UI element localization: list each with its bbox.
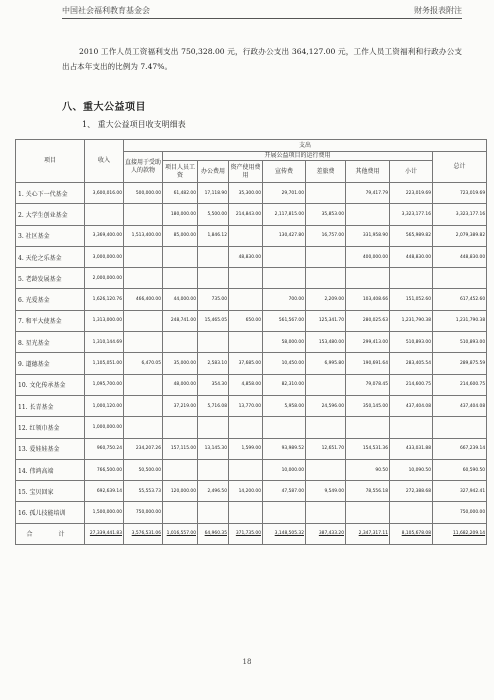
table-cell: 400,000.00 bbox=[346, 246, 390, 267]
page-number: 18 bbox=[242, 658, 252, 666]
col-total-header: 总计 bbox=[433, 152, 487, 183]
table-cell: 13,145.30 bbox=[198, 438, 229, 459]
col-item-header: 项目 bbox=[16, 140, 85, 183]
row-label: 11. 长青基金 bbox=[16, 395, 85, 416]
table-cell: 448,830.00 bbox=[390, 246, 433, 267]
table-cell: 5,500.00 bbox=[198, 204, 229, 225]
table-cell: 125,341.70 bbox=[306, 310, 346, 331]
table-cell: 214,600.75 bbox=[390, 374, 433, 395]
total-row bbox=[16, 523, 487, 544]
row-label: 15. 宝贝回家 bbox=[16, 481, 85, 502]
table-cell: 214,600.75 bbox=[433, 374, 487, 395]
table-cell: 617,452.60 bbox=[433, 289, 487, 310]
table-cell: 55,553.73 bbox=[124, 481, 163, 502]
table-cell bbox=[263, 246, 306, 267]
table-cell: 50,500.00 bbox=[124, 459, 163, 480]
table-cell bbox=[306, 459, 346, 480]
table-cell bbox=[163, 246, 198, 267]
table-row bbox=[16, 332, 487, 353]
header-rule bbox=[62, 18, 462, 19]
table-cell: 2,000,000.00 bbox=[85, 268, 124, 289]
table-cell: 10,000.00 bbox=[263, 459, 306, 480]
table-cell: 1,626,120.76 bbox=[85, 289, 124, 310]
table-cell bbox=[124, 332, 163, 353]
table-cell: 151,052.60 bbox=[390, 289, 433, 310]
table-cell bbox=[306, 374, 346, 395]
table-cell: 350,145.00 bbox=[346, 395, 390, 416]
subsection-title: 1、 重大公益项目收支明细表 bbox=[82, 120, 186, 129]
table-cell: 24,596.00 bbox=[306, 395, 346, 416]
table-cell bbox=[198, 332, 229, 353]
table-cell: 1,000,000.00 bbox=[85, 417, 124, 438]
table-cell: 448,830.00 bbox=[433, 246, 487, 267]
table-cell bbox=[163, 268, 198, 289]
col-expense-header: 支出 bbox=[124, 140, 487, 152]
table-row bbox=[16, 459, 487, 480]
table-cell: 561,567.00 bbox=[263, 310, 306, 331]
table-cell bbox=[433, 268, 487, 289]
table-cell bbox=[229, 332, 263, 353]
table-cell: 214,843.00 bbox=[229, 204, 263, 225]
total-label: 合 计 bbox=[16, 523, 85, 544]
table-cell: 283,405.54 bbox=[390, 353, 433, 374]
row-label: 12. 红领巾基金 bbox=[16, 417, 85, 438]
table-cell: 692,639.14 bbox=[85, 481, 124, 502]
col-staff-header: 项目人员工资 bbox=[163, 161, 198, 183]
table-cell bbox=[346, 502, 390, 523]
table-cell: 2,117,815.00 bbox=[263, 204, 306, 225]
table-cell: 6,470.05 bbox=[124, 353, 163, 374]
table-cell: 130,427.80 bbox=[263, 225, 306, 246]
col-asset-header: 资产使用费用 bbox=[229, 161, 263, 183]
table-cell bbox=[306, 183, 346, 204]
table-cell: 248,741.00 bbox=[163, 310, 198, 331]
row-label: 1. 关心下一代基金 bbox=[16, 183, 85, 204]
table-cell bbox=[229, 502, 263, 523]
table-cell: 3,323,177.16 bbox=[390, 204, 433, 225]
table-cell: 2,079,389.82 bbox=[433, 225, 487, 246]
table-cell bbox=[163, 502, 198, 523]
page-header bbox=[62, 0, 462, 20]
total-cell: 3,148,505.32 bbox=[263, 523, 306, 544]
table-cell bbox=[229, 268, 263, 289]
table-cell: 78,556.18 bbox=[346, 481, 390, 502]
table-cell bbox=[229, 459, 263, 480]
table-cell: 2,583.10 bbox=[198, 353, 229, 374]
table-cell: 29,701.00 bbox=[263, 183, 306, 204]
table-cell: 667,239.14 bbox=[433, 438, 487, 459]
table-cell: 433,031.88 bbox=[390, 438, 433, 459]
row-label: 2. 大学生创业基金 bbox=[16, 204, 85, 225]
table-cell: 120,000.00 bbox=[163, 481, 198, 502]
row-label: 4. 天伦之乐基金 bbox=[16, 246, 85, 267]
table-row bbox=[16, 225, 487, 246]
table-cell: 44,000.00 bbox=[163, 289, 198, 310]
table-row bbox=[16, 183, 487, 204]
table-cell: 289,875.59 bbox=[433, 353, 487, 374]
col-other-header: 其他费用 bbox=[346, 161, 390, 183]
table-cell bbox=[229, 225, 263, 246]
table-cell: 157,115.00 bbox=[163, 438, 198, 459]
table-cell: 5,716.08 bbox=[198, 395, 229, 416]
table-cell: 1,500,000.00 bbox=[85, 502, 124, 523]
table-cell: 1,846.12 bbox=[198, 225, 229, 246]
table-cell: 437,404.08 bbox=[433, 395, 487, 416]
total-cell: 2,347,317.11 bbox=[346, 523, 390, 544]
table-cell: 154,531.36 bbox=[346, 438, 390, 459]
table-cell: 153,480.00 bbox=[306, 332, 346, 353]
table-row bbox=[16, 481, 487, 502]
table-row bbox=[16, 246, 487, 267]
table-cell: 331,958.90 bbox=[346, 225, 390, 246]
table-cell: 180,000.00 bbox=[163, 204, 198, 225]
table-cell: 10,090.50 bbox=[390, 459, 433, 480]
table-cell: 3,369,400.00 bbox=[85, 225, 124, 246]
table-cell: 354.30 bbox=[198, 374, 229, 395]
table-cell: 299,413.00 bbox=[346, 332, 390, 353]
table-cell: 565,989.82 bbox=[390, 225, 433, 246]
table-cell bbox=[263, 417, 306, 438]
table-cell bbox=[198, 502, 229, 523]
col-subtotal-header: 小计 bbox=[390, 161, 433, 183]
table-cell: 61,482.00 bbox=[163, 183, 198, 204]
table-cell: 79,078.45 bbox=[346, 374, 390, 395]
header-report-name: 财务报表附注 bbox=[414, 6, 462, 15]
table-cell bbox=[85, 204, 124, 225]
total-cell: 11,682,209.14 bbox=[433, 523, 487, 544]
col-direct-header: 直接用于受助人的款物 bbox=[124, 152, 163, 183]
table-cell: 37,219.00 bbox=[163, 395, 198, 416]
table-cell: 723,019.69 bbox=[433, 183, 487, 204]
table-cell: 3,323,177.16 bbox=[433, 204, 487, 225]
col-office-header: 办公费用 bbox=[198, 161, 229, 183]
table-cell: 750,000.00 bbox=[433, 502, 487, 523]
table-row bbox=[16, 395, 487, 416]
table-cell bbox=[390, 502, 433, 523]
table-row bbox=[16, 204, 487, 225]
table-cell bbox=[124, 374, 163, 395]
table-cell: 1,513,400.00 bbox=[124, 225, 163, 246]
table-cell: 700.00 bbox=[263, 289, 306, 310]
project-table bbox=[15, 139, 487, 545]
table-cell: 90.50 bbox=[346, 459, 390, 480]
table-cell bbox=[263, 502, 306, 523]
row-label: 16. 孤儿技能培训 bbox=[16, 502, 85, 523]
table-cell bbox=[163, 459, 198, 480]
table-cell: 35,853.00 bbox=[306, 204, 346, 225]
table-cell: 48,830.00 bbox=[229, 246, 263, 267]
table-cell: 735.00 bbox=[198, 289, 229, 310]
table-cell: 79,417.79 bbox=[346, 183, 390, 204]
table-cell bbox=[124, 268, 163, 289]
table-cell: 5,958.00 bbox=[263, 395, 306, 416]
row-label: 9. 道德基金 bbox=[16, 353, 85, 374]
table-row bbox=[16, 289, 487, 310]
header-org-name: 中国社会福利教育基金会 bbox=[62, 6, 150, 15]
table-cell: 234,207.26 bbox=[124, 438, 163, 459]
col-travel-header: 差旅费 bbox=[306, 161, 346, 183]
table-cell: 60,590.50 bbox=[433, 459, 487, 480]
table-cell: 1,105,051.00 bbox=[85, 353, 124, 374]
total-cell: 27,339,441.83 bbox=[85, 523, 124, 544]
table-cell: 1,000,120.00 bbox=[85, 395, 124, 416]
table-cell: 37,685.00 bbox=[229, 353, 263, 374]
table-row bbox=[16, 438, 487, 459]
table-cell: 2,496.50 bbox=[198, 481, 229, 502]
table-cell: 272,388.68 bbox=[390, 481, 433, 502]
table-row bbox=[16, 374, 487, 395]
row-label: 3. 社区基金 bbox=[16, 225, 85, 246]
table-cell: 750,000.00 bbox=[124, 502, 163, 523]
table-cell bbox=[229, 417, 263, 438]
table-cell: 223,019.69 bbox=[390, 183, 433, 204]
table-cell bbox=[433, 417, 487, 438]
table-cell: 6,995.80 bbox=[306, 353, 346, 374]
table-cell: 13,770.00 bbox=[229, 395, 263, 416]
table-cell: 190,691.64 bbox=[346, 353, 390, 374]
table-cell bbox=[124, 417, 163, 438]
table-cell: 1,599.00 bbox=[229, 438, 263, 459]
total-cell: 1,016,557.00 bbox=[163, 523, 198, 544]
table-cell: 15,465.05 bbox=[198, 310, 229, 331]
table-cell bbox=[346, 268, 390, 289]
table-cell bbox=[124, 204, 163, 225]
table-cell bbox=[163, 332, 198, 353]
table-cell: 960,750.24 bbox=[85, 438, 124, 459]
table-cell: 35,000.00 bbox=[163, 353, 198, 374]
col-running-header: 开展公益项目的运行费用 bbox=[163, 152, 433, 161]
total-cell: 371,735.00 bbox=[229, 523, 263, 544]
table-cell: 14,200.00 bbox=[229, 481, 263, 502]
table-cell: 103,408.66 bbox=[346, 289, 390, 310]
total-cell: 8,105,678.08 bbox=[390, 523, 433, 544]
table-cell: 510,893.00 bbox=[390, 332, 433, 353]
row-label: 10. 文化传承基金 bbox=[16, 374, 85, 395]
table-cell bbox=[346, 204, 390, 225]
table-cell: 2,209.00 bbox=[306, 289, 346, 310]
table-cell: 1,313,000.00 bbox=[85, 310, 124, 331]
table-cell bbox=[124, 310, 163, 331]
table-cell bbox=[198, 459, 229, 480]
table-cell: 1,310,144.69 bbox=[85, 332, 124, 353]
row-label: 7. 和平大使基金 bbox=[16, 310, 85, 331]
table-cell: 10,450.00 bbox=[263, 353, 306, 374]
table-cell bbox=[306, 502, 346, 523]
table-cell bbox=[124, 395, 163, 416]
table-row bbox=[16, 353, 487, 374]
table-cell: 48,000.00 bbox=[163, 374, 198, 395]
table-cell bbox=[198, 268, 229, 289]
col-income-header: 收入 bbox=[85, 140, 124, 183]
table-cell: 510,893.00 bbox=[433, 332, 487, 353]
section-title: 八、重大公益项目 bbox=[62, 102, 146, 113]
table-cell: 500,000.00 bbox=[124, 183, 163, 204]
table-cell: 35,300.00 bbox=[229, 183, 263, 204]
total-cell: 387,433.20 bbox=[306, 523, 346, 544]
table-cell bbox=[390, 268, 433, 289]
body-paragraph: 2010 工作人员工资福利支出 750,328.00 元，行政办公支出 364,127.00 元，工作人员工资福利和行政办公支出占本年支出的比例为 7.47%。 bbox=[62, 47, 462, 71]
table-cell bbox=[263, 268, 306, 289]
table-cell: 327,942.41 bbox=[433, 481, 487, 502]
table-cell bbox=[198, 417, 229, 438]
table-cell: 82,310.00 bbox=[263, 374, 306, 395]
table-cell bbox=[229, 289, 263, 310]
table-row bbox=[16, 310, 487, 331]
table-cell: 17,118.90 bbox=[198, 183, 229, 204]
table-cell: 280,025.63 bbox=[346, 310, 390, 331]
table-row bbox=[16, 417, 487, 438]
table-cell: 16,757.00 bbox=[306, 225, 346, 246]
table-cell bbox=[306, 268, 346, 289]
row-label: 8. 星光基金 bbox=[16, 332, 85, 353]
table-cell: 3,600,016.00 bbox=[85, 183, 124, 204]
table-row bbox=[16, 502, 487, 523]
table-cell bbox=[198, 246, 229, 267]
row-label: 14. 伟鸿高端 bbox=[16, 459, 85, 480]
table-cell bbox=[163, 417, 198, 438]
table-cell bbox=[390, 417, 433, 438]
table-cell: 93,989.52 bbox=[263, 438, 306, 459]
table-cell: 437,404.08 bbox=[390, 395, 433, 416]
table-cell: 47,587.00 bbox=[263, 481, 306, 502]
table-cell: 1,231,790.38 bbox=[390, 310, 433, 331]
table-cell: 1,231,790.38 bbox=[433, 310, 487, 331]
table-cell: 466,400.00 bbox=[124, 289, 163, 310]
row-label: 5. 老龄发展基金 bbox=[16, 268, 85, 289]
table-cell: 3,000,000.00 bbox=[85, 246, 124, 267]
table-cell: 85,000.00 bbox=[163, 225, 198, 246]
table-cell: 4,858.00 bbox=[229, 374, 263, 395]
col-publicity-header: 宣传费 bbox=[263, 161, 306, 183]
table-cell: 9,549.00 bbox=[306, 481, 346, 502]
row-label: 6. 光爱基金 bbox=[16, 289, 85, 310]
table-cell bbox=[124, 246, 163, 267]
total-cell: 3,576,531.06 bbox=[124, 523, 163, 544]
table-cell bbox=[346, 417, 390, 438]
table-cell: 1,095,700.00 bbox=[85, 374, 124, 395]
table-cell: 766,500.00 bbox=[85, 459, 124, 480]
table-cell: 650.00 bbox=[229, 310, 263, 331]
row-label: 13. 爱娃娃基金 bbox=[16, 438, 85, 459]
table-cell: 12,651.70 bbox=[306, 438, 346, 459]
table-cell bbox=[306, 246, 346, 267]
table-cell: 58,000.00 bbox=[263, 332, 306, 353]
total-cell: 64,960.35 bbox=[198, 523, 229, 544]
table-cell bbox=[306, 417, 346, 438]
table-row bbox=[16, 268, 487, 289]
